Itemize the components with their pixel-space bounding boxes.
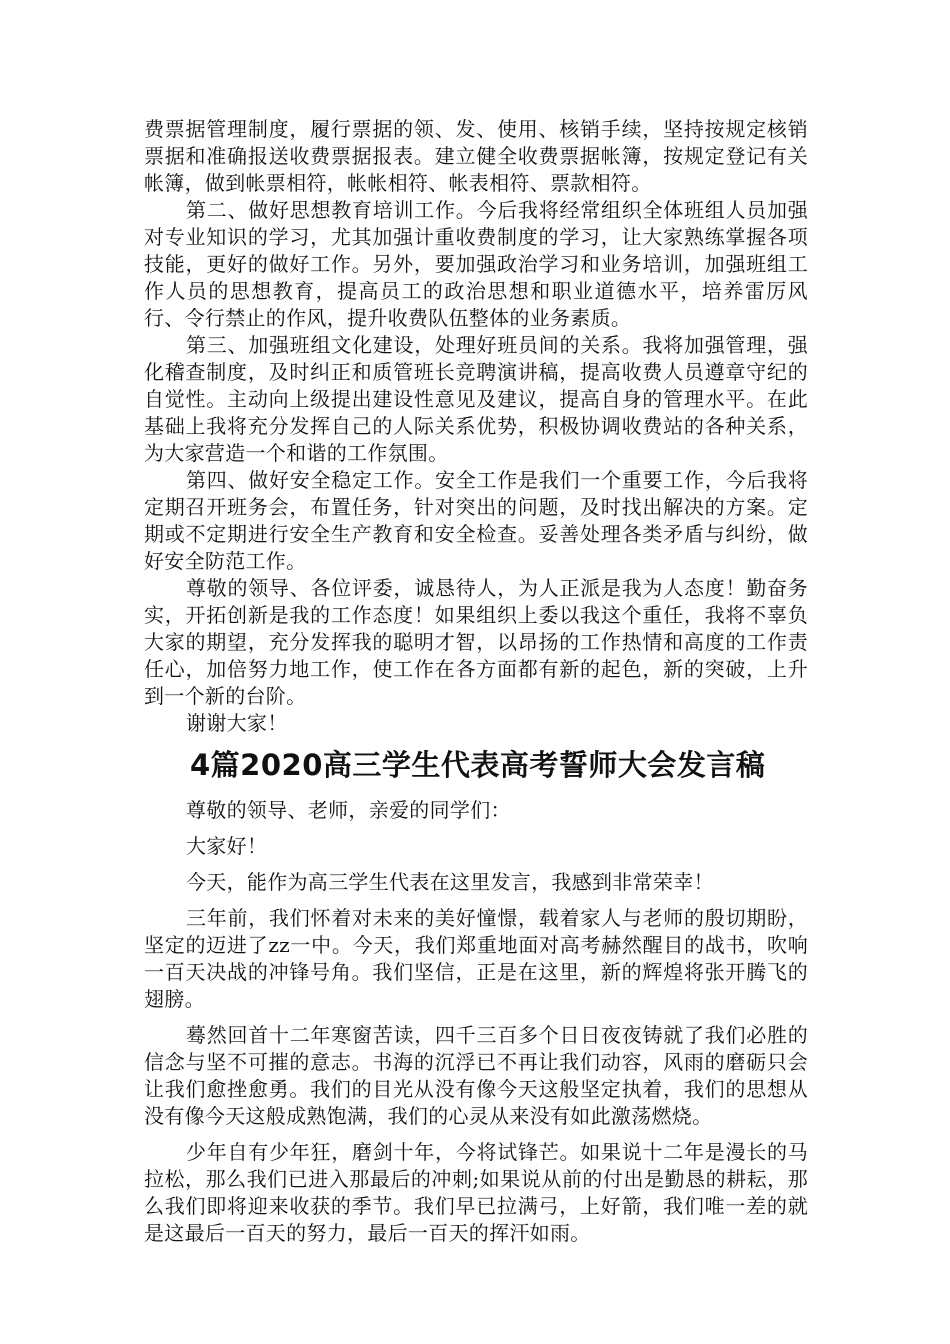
- document-body: [144, 116, 808, 1256]
- paragraph-training: 第二、做好思想教育培训工作。今后我将经常组织全体班组人员加强对专业知识的学习，尤其加强计重收费制度的学习，让大家熟练掌握各项技能，更好的做好工作。另外，要加强政治学习和业务培训，加强班组工作人员的思想教育，提高员工的政治思想和职业道德水平，培养雷厉风行、令行禁止的作风，提升收费队伍整体的业务素质。: [144, 198, 808, 330]
- section-heading: 4篇2020高三学生代表高考誓师大会发言稿: [190, 748, 766, 782]
- paragraph-safety: 第四、做好安全稳定工作。安全工作是我们一个重要工作，今后我将定期召开班务会，布置任务，针对突出的问题，及时找出解决的方案。定期或不定期进行安全生产教育和安全检查。妥善处理各类矛盾与纠纷，做好安全防范工作。: [144, 468, 808, 573]
- speech-greeting: 大家好！: [186, 834, 268, 858]
- speech-paragraph-youth: 少年自有少年狂，磨剑十年，今将试锋芒。如果说十二年是漫长的马拉松，那么我们已进入那最后的冲刺;如果说从前的付出是勤恳的耕耘，那么我们即将迎来收获的季节。我们早已拉满弓，上好箭，我们唯一差的就是这最后一百天的努力，最后一百天的挥汗如雨。: [144, 1140, 808, 1245]
- paragraph-team-culture: 第三、加强班组文化建设，处理好班员间的关系。我将加强管理，强化稽查制度，及时纠正和质管班长竞聘演讲稿，提高收费人员遵章守纪的自觉性。主动向上级提出建设性意见及建议，提高自身的管理水平。在此基础上我将充分发挥自己的人际关系优势，积极协调收费站的各种关系，为大家营造一个和谐的工作氛围。: [144, 333, 808, 465]
- speech-section: [144, 797, 808, 1247]
- paragraph-receipt-management: 费票据管理制度，履行票据的领、发、使用、核销手续，坚持按规定核销票据和准确报送收费票据报表。建立健全收费票据帐簿，按规定登记有关帐簿，做到帐票相符，帐帐相符、帐表相符、票款相符。: [144, 117, 808, 195]
- speech-paragraph-twelve-years: 蓦然回首十二年寒窗苦读，四千三百多个日日夜夜铸就了我们必胜的信念与坚不可摧的意志。书海的沉浮已不再让我们动容，风雨的磨砺只会让我们愈挫愈勇。我们的目光从没有像今天这般坚定执着，我们的思想从没有像今天这般成熟饱满，我们的心灵从来没有如此激荡燃烧。: [144, 1023, 808, 1128]
- paragraph-commitment: 尊敬的领导、各位评委，诚恳待人，为人正派是我为人态度！勤奋务实，开拓创新是我的工作态度！如果组织上委以我这个重任，我将不辜负大家的期望，充分发挥我的聪明才智，以昂扬的工作热情和高度的工作责任心，加倍努力地工作，使工作在各方面都有新的起色，新的突破，上升到一个新的台阶。: [144, 576, 808, 708]
- speech-paragraph-three-years: 三年前，我们怀着对未来的美好憧憬，载着家人与老师的殷切期盼，坚定的迈进了zz一中。今天，我们郑重地面对高考赫然醒目的战书，吹响一百天决战的冲锋号角。我们坚信，正是在这里，新的辉煌将张开腾飞的翅膀。: [144, 906, 808, 1011]
- paragraph-thanks: 谢谢大家！: [186, 711, 288, 735]
- speech-salutation: 尊敬的领导、老师，亲爱的同学们：: [186, 798, 511, 822]
- speech-intro: 今天，能作为高三学生代表在这里发言，我感到非常荣幸！: [186, 870, 714, 894]
